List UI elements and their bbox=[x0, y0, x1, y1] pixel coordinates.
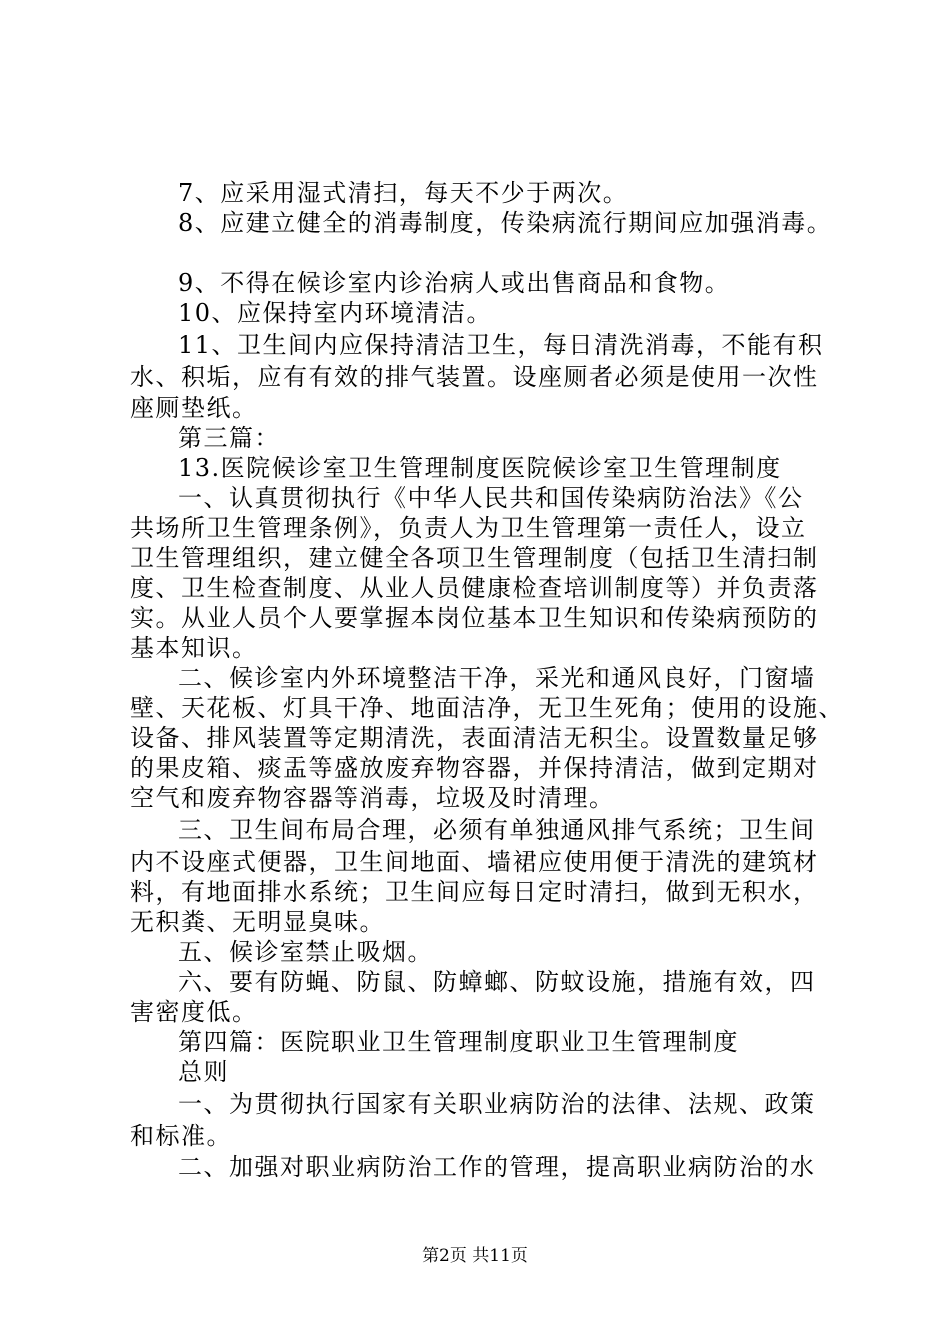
paragraph-line: 和标准。 bbox=[130, 1122, 232, 1150]
paragraph-line: 11、卫生间内应保持清洁卫生，每日清洗消毒，不能有积 bbox=[178, 331, 824, 359]
section-heading: 第四篇：医院职业卫生管理制度职业卫生管理制度 bbox=[178, 1028, 739, 1056]
paragraph-line: 料，有地面排水系统；卫生间应每日定时清扫，做到无积水， bbox=[130, 878, 819, 906]
paragraph-line: 二、加强对职业病防治工作的管理，提高职业病防治的水 bbox=[178, 1153, 816, 1181]
paragraph-line: 壁、天花板、灯具干净、地面洁净，无卫生死角；使用的设施、 bbox=[130, 694, 844, 722]
paragraph-line: 座厕垫纸。 bbox=[130, 394, 258, 422]
paragraph-line: 共场所卫生管理条例》，负责人为卫生管理第一责任人，设立 bbox=[130, 514, 807, 542]
paragraph-line: 水、积垢，应有有效的排气装置。设座厕者必须是使用一次性 bbox=[130, 363, 819, 391]
paragraph-line: 度、卫生检查制度、从业人员健康检查培训制度等）并负责落 bbox=[130, 574, 819, 602]
paragraph-line: 8、应建立健全的消毒制度，传染病流行期间应加强消毒。 bbox=[178, 209, 833, 237]
paragraph-line: 9、不得在候诊室内诊治病人或出售商品和食物。 bbox=[178, 269, 731, 297]
subsection-heading: 总则 bbox=[178, 1058, 229, 1086]
paragraph-line: 害密度低。 bbox=[130, 998, 258, 1026]
paragraph-line: 一、认真贯彻执行《中华人民共和国传染病防治法》《公 bbox=[178, 484, 804, 512]
paragraph-line: 五、候诊室禁止吸烟。 bbox=[178, 938, 433, 966]
paragraph-line: 空气和废弃物容器等消毒，垃圾及时清理。 bbox=[130, 784, 615, 812]
page-number-footer: 第2页 共11页 bbox=[422, 1246, 528, 1266]
section-title: 13.医院候诊室卫生管理制度医院候诊室卫生管理制度 bbox=[178, 454, 782, 482]
paragraph-line: 三、卫生间布局合理，必须有单独通风排气系统；卫生间 bbox=[178, 816, 816, 844]
paragraph-line: 7、应采用湿式清扫，每天不少于两次。 bbox=[178, 179, 629, 207]
paragraph-line: 实。从业人员个人要掌握本岗位基本卫生知识和传染病预防的 bbox=[130, 604, 819, 632]
paragraph-line: 内不设座式便器，卫生间地面、墙裙应使用便于清洗的建筑材 bbox=[130, 848, 819, 876]
paragraph-line: 基本知识。 bbox=[130, 634, 258, 662]
paragraph-line: 六、要有防蝇、防鼠、防蟑螂、防蚊设施，措施有效，四 bbox=[178, 968, 816, 996]
paragraph-line: 10、应保持室内环境清洁。 bbox=[178, 299, 493, 327]
paragraph-line: 一、为贯彻执行国家有关职业病防治的法律、法规、政策 bbox=[178, 1090, 816, 1118]
paragraph-line: 卫生管理组织，建立健全各项卫生管理制度（包括卫生清扫制 bbox=[130, 544, 819, 572]
paragraph-line: 二、候诊室内外环境整洁干净，采光和通风良好，门窗墙 bbox=[178, 664, 816, 692]
paragraph-line: 无积粪、无明显臭味。 bbox=[130, 908, 385, 936]
section-heading: 第三篇： bbox=[178, 424, 280, 452]
paragraph-line: 的果皮箱、痰盂等盛放废弃物容器，并保持清洁，做到定期对 bbox=[130, 754, 819, 782]
paragraph-line: 设备、排风装置等定期清洗，表面清洁无积尘。设置数量足够 bbox=[130, 724, 819, 752]
